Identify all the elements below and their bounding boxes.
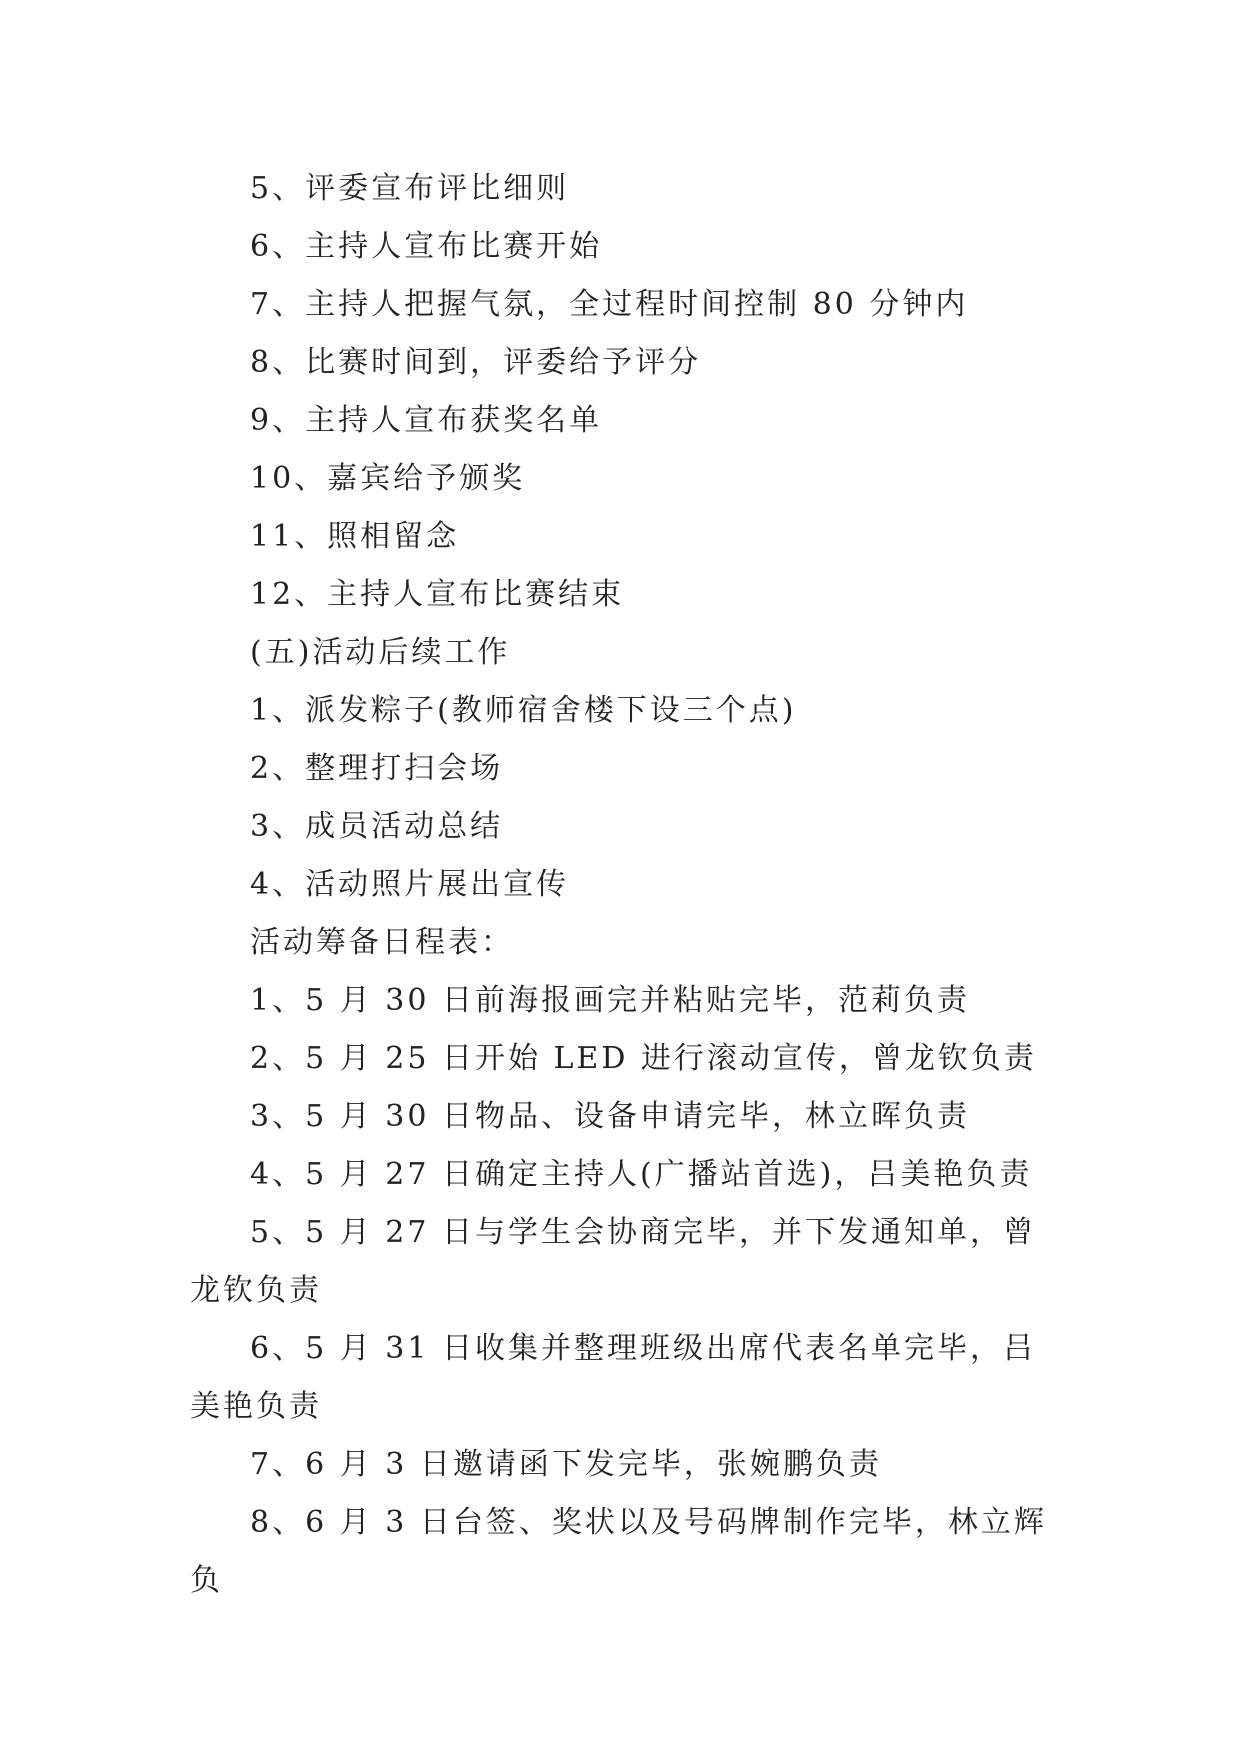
schedule-item: 4、5 月 27 日确定主持人(广播站首选)，吕美艳负责	[250, 1157, 1033, 1192]
document-body	[190, 160, 1050, 1610]
schedule-item: 2、5 月 25 日开始 LED 进行滚动宣传，曾龙钦负责	[250, 1041, 1037, 1076]
schedule-item: 8、6 月 3 日台签、奖状以及号码牌制作完毕，林立辉负	[190, 1505, 1047, 1598]
schedule-item: 1、5 月 30 日前海报画完并粘贴完毕，范莉负责	[250, 983, 970, 1018]
schedule-item: 6、5 月 31 日收集并整理班级出席代表名单完毕，吕美艳负责	[190, 1331, 1036, 1424]
section-heading: (五)活动后续工作	[250, 635, 511, 670]
schedule-heading: 活动筹备日程表：	[250, 925, 514, 960]
paragraph: 2、整理打扫会场	[250, 751, 504, 786]
paragraph: 12、主持人宣布比赛结束	[250, 577, 625, 612]
paragraph: 6、主持人宣布比赛开始	[250, 229, 603, 264]
paragraph: 4、活动照片展出宣传	[250, 867, 570, 902]
paragraph: 11、照相留念	[250, 519, 460, 554]
paragraph: 3、成员活动总结	[250, 809, 504, 844]
schedule-item: 7、6 月 3 日邀请函下发完毕，张婉鹏负责	[250, 1447, 882, 1482]
paragraph: 10、嘉宾给予颁奖	[250, 461, 526, 496]
paragraph: 7、主持人把握气氛，全过程时间控制 80 分钟内	[250, 287, 969, 322]
paragraph: 5、评委宣布评比细则	[250, 171, 570, 206]
schedule-item: 5、5 月 27 日与学生会协商完毕，并下发通知单，曾龙钦负责	[190, 1215, 1036, 1308]
paragraph: 1、派发粽子(教师宿舍楼下设三个点)	[250, 693, 797, 728]
schedule-item: 3、5 月 30 日物品、设备申请完毕，林立晖负责	[250, 1099, 970, 1134]
paragraph: 9、主持人宣布获奖名单	[250, 403, 603, 438]
paragraph: 8、比赛时间到，评委给予评分	[250, 345, 702, 380]
